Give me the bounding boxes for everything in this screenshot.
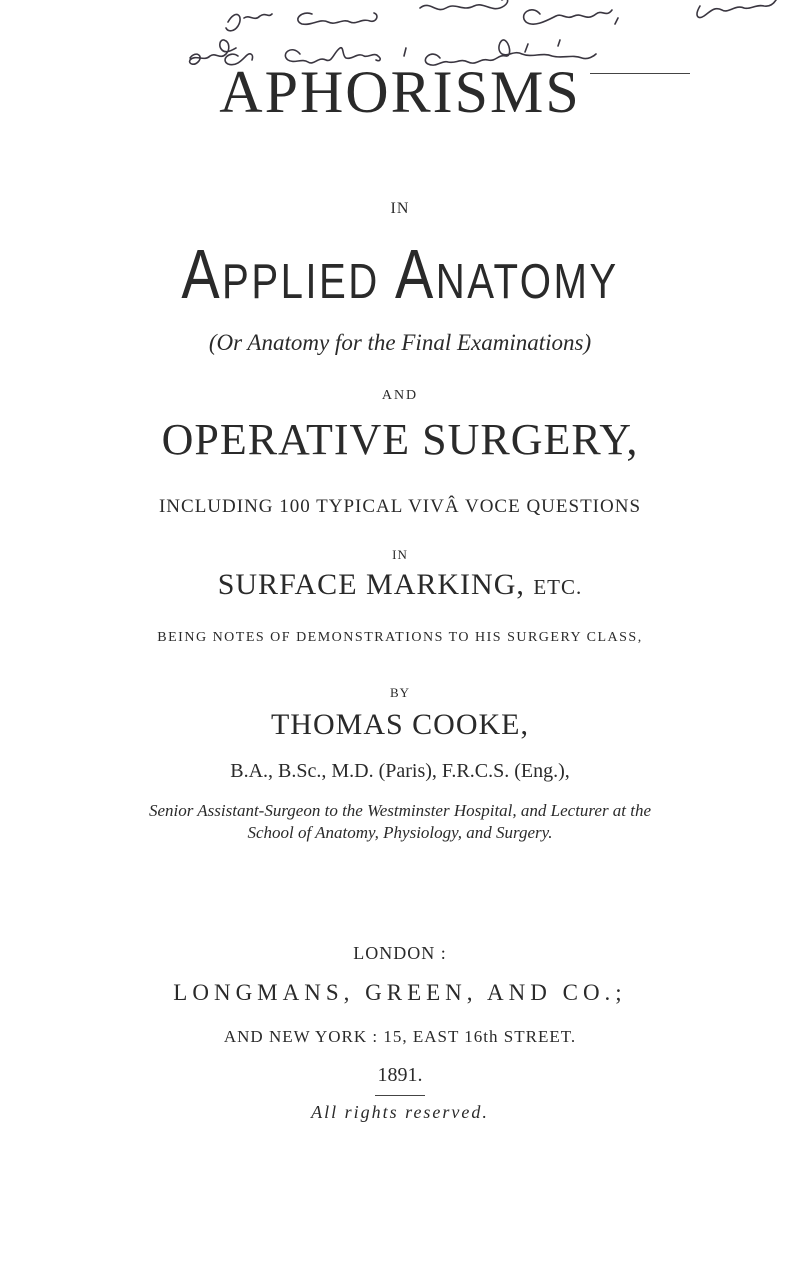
handwriting-stroke	[298, 13, 377, 24]
author-degrees: B.A., B.Sc., M.D. (Paris), F.R.C.S. (Eng.),	[230, 760, 570, 782]
imprint-new-york-address: AND NEW YORK : 15, EAST 16th STREET.	[223, 1027, 577, 1046]
being-notes-line: BEING NOTES OF DEMONSTRATIONS TO HIS SURGERY CLASS,	[157, 630, 643, 645]
year-underline	[375, 1095, 425, 1096]
connector-by: BY	[389, 685, 411, 700]
aphorisms-underline	[590, 73, 690, 74]
surface-marking-text: SURFACE MARKING,	[217, 568, 525, 601]
title-operative-surgery: OPERATIVE SURGERY,	[161, 415, 639, 464]
handwriting-stroke	[525, 40, 560, 52]
connector-in-2: IN	[392, 547, 408, 562]
alternate-subtitle: (Or Anatomy for the Final Examinations)	[208, 330, 592, 355]
handwriting-stroke	[615, 0, 776, 24]
author-name: THOMAS COOKE,	[270, 708, 529, 741]
handwriting-stroke	[226, 14, 272, 31]
title-aphorisms: APHORISMS	[219, 59, 581, 125]
including-questions-line: INCLUDING 100 TYPICAL VIVÂ VOCE QUESTIONS	[158, 496, 642, 517]
imprint-publisher: LONGMANS, GREEN, AND CO.;	[173, 980, 627, 1005]
imprint-year: 1891.	[377, 1064, 423, 1086]
connector-and: AND	[381, 388, 419, 403]
author-position	[0, 800, 800, 844]
surface-marking-etc: ETC.	[533, 575, 583, 599]
author-position-line-2: School of Anatomy, Physiology, and Surgery.	[247, 823, 553, 842]
handwriting-stroke	[524, 10, 612, 24]
connector-in: IN	[390, 200, 410, 217]
rights-reserved: All rights reserved.	[311, 1102, 489, 1122]
title-surface-marking	[0, 568, 800, 602]
handwriting-stroke	[420, 0, 508, 10]
handwriting-stroke	[404, 48, 406, 56]
title-applied-anatomy: Applied Anatomy	[181, 235, 619, 313]
imprint-city: LONDON :	[353, 943, 447, 963]
author-position-line-1: Senior Assistant-Surgeon to the Westminster Hospital, and Lecturer at the	[148, 801, 652, 820]
